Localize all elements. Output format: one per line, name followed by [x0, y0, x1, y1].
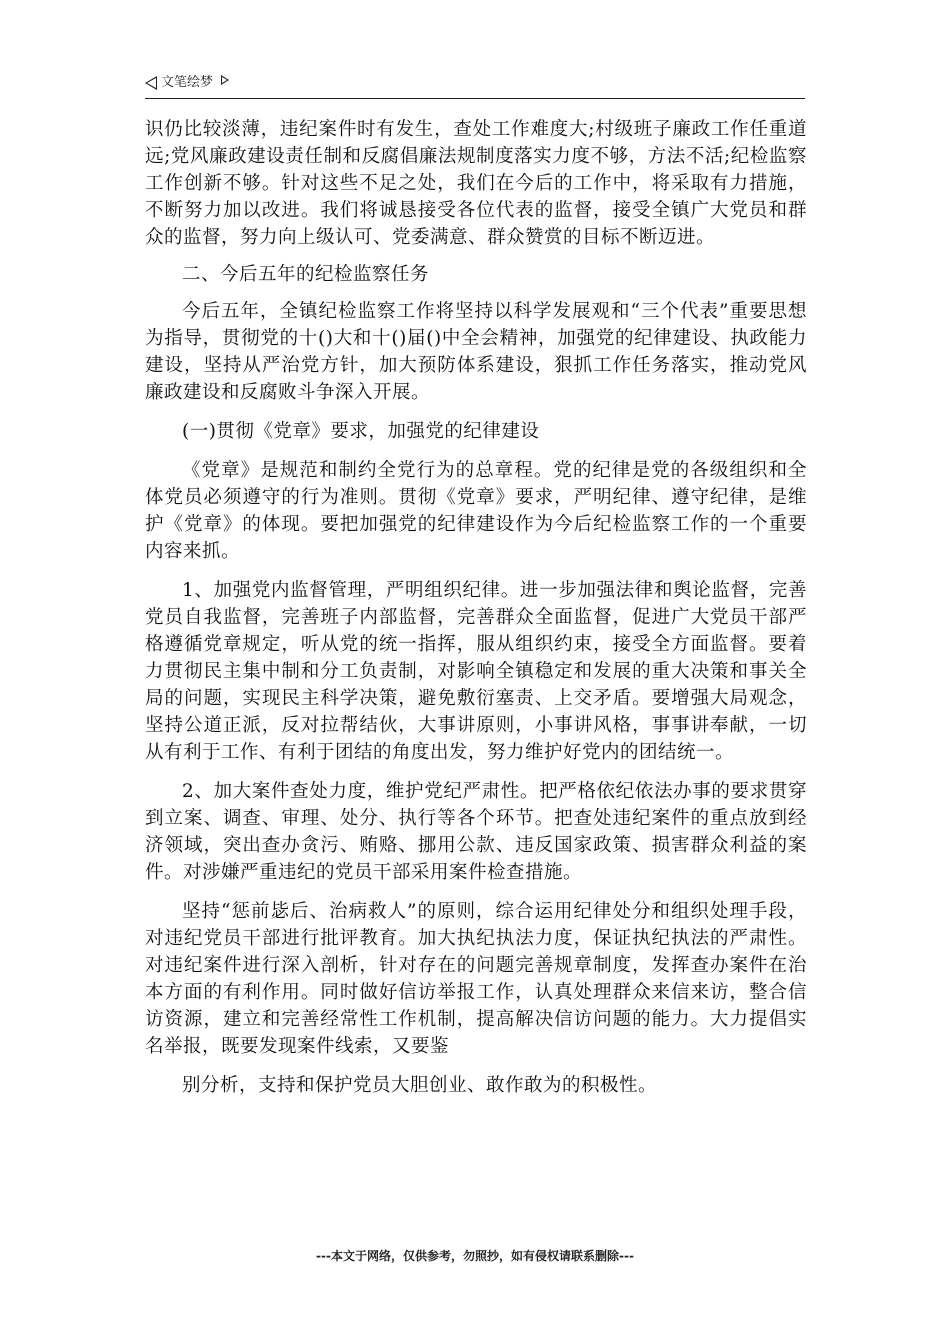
triangle-right-icon [221, 75, 229, 85]
brand-name: 文笔绘梦 [161, 75, 214, 90]
section-heading: 二、今后五年的纪检监察任务 [182, 264, 430, 285]
paragraph: 2、加大案件查处力度，维护党纪严肃性。把严格依纪依法办事的要求贯穿到立案、调查、审理、处分、执行等各个环节。把查处违纪案件的重点放到经济领域，突出查办贪污、贿赂、挪用公款、违反国家政策、损害群众利益的案件。对涉嫌严重违纪的党员干部采用案件检查措施。 [145, 781, 807, 883]
page-footer-notice: ---本文于网络，仅供参考，勿照抄，如有侵权请联系删除--- [316, 1249, 634, 1263]
paragraph: 1、加强党内监督管理，严明组织纪律。进一步加强法律和舆论监督，完善党员自我监督，完善班子内部监督，完善群众全面监督，促进广大党员干部严格遵循党章规定，听从党的统一指挥，服从组织约束，接受全方面监督。要着力贯彻民主集中制和分工负责制，对影响全镇稳定和发展的重大决策和事关全局的问题，实现民主科学决策，避免敷衍塞责、上交矛盾。要增强大局观念，坚持公道正派，反对拉帮结伙，大事讲原则，小事讲风格，事事讲奉献，一切从有利于工作、有利于团结的角度出发，努力维护好党内的团结统一。 [145, 580, 807, 763]
page-header [145, 74, 805, 99]
paragraph: 《党章》是规范和制约全党行为的总章程。党的纪律是党的各级组织和全体党员必须遵守的行为准则。贯彻《党章》要求，严明纪律、遵守纪律，是维护《党章》的体现。要把加强党的纪律建设作为今后纪检监察工作的一个重要内容来抓。 [145, 460, 807, 562]
header-brand [145, 74, 229, 92]
triangle-left-icon [145, 76, 157, 90]
subsection-heading: (一)贯彻《党章》要求，加强党的纪律建设 [182, 421, 540, 442]
paragraph: 别分析，支持和保护党员大胆创业、敢作敢为的积极性。 [182, 1075, 658, 1096]
paragraph: 今后五年，全镇纪检监察工作将坚持以科学发展观和“三个代表”重要思想为指导，贯彻党的十()大和十()届()中全会精神，加强党的纪律建设、执政能力建设，坚持从严治党方针，加大预防体系建设，狠抓工作任务落实，推动党风廉政建设和反腐败斗争深入开展。 [145, 301, 807, 403]
document-body [145, 116, 807, 1099]
paragraph: 坚持“惩前毖后、治病救人”的原则，综合运用纪律处分和组织处理手段，对违纪党员干部进行批评教育。加大执纪执法力度，保证执纪执法的严肃性。对违纪案件进行深入剖析，针对存在的问题完善规章制度，发挥查办案件在治本方面的有利作用。同时做好信访举报工作，认真处理群众来信来访，整合信访资源，建立和完善经常性工作机制，提高解决信访问题的能力。大力提倡实名举报，既要发现案件线索，又要鉴 [145, 901, 807, 1057]
paragraph-continued: 识仍比较淡薄，违纪案件时有发生，查处工作难度大;村级班子廉政工作任重道远;党风廉政建设责任制和反腐倡廉法规制度落实力度不够，方法不活;纪检监察工作创新不够。针对这些不足之处，我们在今后的工作中，将采取有力措施，不断努力加以改进。我们将诚恳接受各位代表的监督，接受全镇广大党员和群众的监督，努力向上级认可、党委满意、群众赞赏的目标不断迈进。 [145, 119, 807, 248]
